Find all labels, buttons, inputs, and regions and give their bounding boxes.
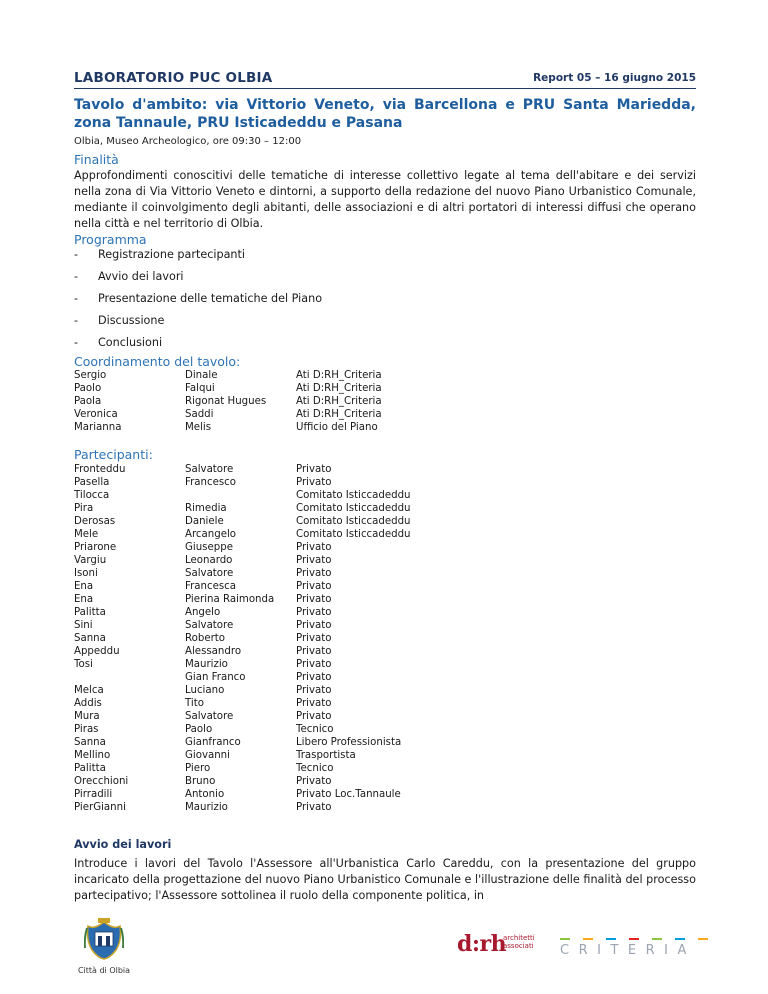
role-cell: Ati D:RH_Criteria xyxy=(296,370,382,381)
surname-cell: Palitta xyxy=(74,607,106,618)
surname-cell: Priarone xyxy=(74,542,117,553)
criteria-bar xyxy=(675,938,685,940)
name-cell: Gianfranco xyxy=(185,737,241,748)
name-cell: Giuseppe xyxy=(185,542,233,553)
drh-logo-subtitle xyxy=(503,934,535,950)
crest-icon xyxy=(84,918,124,960)
surname-cell: Palitta xyxy=(74,763,106,774)
name-cell: Gian Franco xyxy=(185,672,246,683)
name-cell: Salvatore xyxy=(185,464,234,475)
surname-cell: Isoni xyxy=(74,568,98,579)
list-item-text: Presentazione delle tematiche del Piano xyxy=(98,292,323,305)
header-divider xyxy=(74,88,696,89)
name-cell: Paolo xyxy=(185,724,213,735)
name-cell: Daniele xyxy=(185,516,224,527)
bullet-dash: - xyxy=(74,270,79,283)
role-cell: Privato xyxy=(296,542,332,553)
name-cell: Luciano xyxy=(185,685,225,696)
role-cell: Privato Loc.Tannaule xyxy=(296,789,401,800)
partecipanti-heading: Partecipanti: xyxy=(74,447,153,462)
role-cell: Trasportista xyxy=(296,750,356,761)
criteria-bar xyxy=(560,938,570,940)
list-item xyxy=(74,314,674,336)
surname-cell: Sergio xyxy=(74,370,107,381)
name-cell: Tito xyxy=(185,698,204,709)
criteria-bar xyxy=(652,938,662,940)
role-cell: Privato xyxy=(296,620,332,631)
name-cell: Antonio xyxy=(185,789,225,800)
name-cell: Angelo xyxy=(185,607,221,618)
finalita-text: Approfondimenti conoscitivi delle tematiche di interesse collettivo legate al tema dell'abitare e dei servizi nella zona di Via Vittorio Veneto e dintorni, a supporto della redazione del nuovo Piano Urbanistico Comunale, mediante il coinvolgimento degli abitanti, delle associazioni e di altri portatori di interessi diffusi che operano nella città e nel territorio di Olbia. xyxy=(74,169,696,230)
header-title: LABORATORIO PUC OLBIA xyxy=(74,70,273,86)
role-cell: Privato xyxy=(296,568,332,579)
role-cell: Libero Professionista xyxy=(296,737,402,748)
list-item-text: Discussione xyxy=(98,314,165,327)
name-cell: Leonardo xyxy=(185,555,233,566)
criteria-bar xyxy=(606,938,616,940)
name-cell: Melis xyxy=(185,422,212,433)
role-cell: Privato xyxy=(296,659,332,670)
role-cell: Tecnico xyxy=(296,763,334,774)
name-cell: Piero xyxy=(185,763,211,774)
surname-cell: Sini xyxy=(74,620,93,631)
criteria-bar xyxy=(583,938,593,940)
name-cell: Dinale xyxy=(185,370,218,381)
name-cell: Salvatore xyxy=(185,620,234,631)
name-cell: Alessandro xyxy=(185,646,242,657)
drh-logo-text: d:rh xyxy=(457,931,507,957)
surname-cell: Fronteddu xyxy=(74,464,126,475)
role-cell: Privato xyxy=(296,633,332,644)
name-cell: Pierina Raimonda xyxy=(185,594,275,605)
role-cell: Privato xyxy=(296,594,332,605)
list-item-text: Avvio dei lavori xyxy=(98,270,184,283)
surname-cell: Tosi xyxy=(74,659,93,670)
finalita-heading: Finalità xyxy=(74,152,119,167)
surname-cell: Veronica xyxy=(74,409,118,420)
role-cell: Comitato Isticcadeddu xyxy=(296,490,411,501)
surname-cell: Addis xyxy=(74,698,102,709)
role-cell: Ufficio del Piano xyxy=(296,422,378,433)
role-cell: Privato xyxy=(296,802,332,813)
surname-cell: Ena xyxy=(74,581,94,592)
bullet-dash: - xyxy=(74,314,79,327)
name-cell: Falqui xyxy=(185,383,215,394)
name-cell: Saddi xyxy=(185,409,214,420)
drh-sub-line-2: associati xyxy=(503,942,534,950)
surname-cell: Vargiu xyxy=(74,555,107,566)
name-cell: Salvatore xyxy=(185,711,234,722)
crest-caption: Città di Olbia xyxy=(77,966,131,975)
role-cell: Comitato Isticcadeddu xyxy=(296,503,411,514)
criteria-logo-text: CRITERIA xyxy=(560,943,696,958)
role-cell: Ati D:RH_Criteria xyxy=(296,383,382,394)
name-cell: Rigonat Hugues xyxy=(185,396,267,407)
surname-cell: Tilocca xyxy=(74,490,110,501)
surname-cell: PierGianni xyxy=(74,802,126,813)
surname-cell: Pirradili xyxy=(74,789,113,800)
role-cell: Privato xyxy=(296,685,332,696)
surname-cell: Sanna xyxy=(74,633,106,644)
document-title: Tavolo d'ambito: via Vittorio Veneto, via Barcellona e PRU Santa Mariedda, zona Tannaule, PRU Isticadeddu e Pasana xyxy=(74,97,696,131)
surname-cell: Pasella xyxy=(74,477,110,488)
criteria-color-bars xyxy=(560,938,710,942)
city-crest xyxy=(74,918,134,975)
name-cell: Rimedia xyxy=(185,503,227,514)
role-cell: Privato xyxy=(296,776,332,787)
criteria-bar xyxy=(698,938,708,940)
bullet-dash: - xyxy=(74,248,79,261)
name-cell: Salvatore xyxy=(185,568,234,579)
coordinamento-heading: Coordinamento del tavolo: xyxy=(74,354,241,369)
programma-heading: Programma xyxy=(74,232,147,247)
name-cell: Roberto xyxy=(185,633,226,644)
role-cell: Privato xyxy=(296,698,332,709)
surname-cell: Mele xyxy=(74,529,99,540)
role-cell: Privato xyxy=(296,581,332,592)
bullet-dash: - xyxy=(74,336,79,349)
role-cell: Privato xyxy=(296,646,332,657)
avvio-text: Introduce i lavori del Tavolo l'Assessore all'Urbanistica Carlo Careddu, con la presentazione del gruppo incaricato della progettazione del nuovo Piano Urbanistico Comunale e l'illustrazione delle finalità del processo partecipativo; l'Assessore sottolinea il ruolo della componente politica, in xyxy=(74,857,696,902)
list-item xyxy=(74,270,674,292)
drh-sub-line-1: architetti xyxy=(503,934,535,942)
name-cell: Francesco xyxy=(185,477,237,488)
role-cell: Privato xyxy=(296,555,332,566)
surname-cell: Paolo xyxy=(74,383,102,394)
surname-cell: Orecchioni xyxy=(74,776,129,787)
programma-list xyxy=(74,248,674,358)
role-cell: Ati D:RH_Criteria xyxy=(296,409,382,420)
role-cell: Privato xyxy=(296,672,332,683)
name-cell: Maurizio xyxy=(185,659,228,670)
header-report-date: Report 05 – 16 giugno 2015 xyxy=(533,72,696,84)
role-cell: Privato xyxy=(296,477,332,488)
surname-cell: Sanna xyxy=(74,737,106,748)
role-cell: Comitato Isticcadeddu xyxy=(296,529,411,540)
name-cell: Arcangelo xyxy=(185,529,237,540)
bullet-dash: - xyxy=(74,292,79,305)
name-cell: Bruno xyxy=(185,776,216,787)
avvio-heading: Avvio dei lavori xyxy=(74,838,172,851)
page-header xyxy=(74,70,696,90)
role-cell: Tecnico xyxy=(296,724,334,735)
surname-cell: Derosas xyxy=(74,516,116,527)
role-cell: Privato xyxy=(296,464,332,475)
role-cell: Comitato Isticcadeddu xyxy=(296,516,411,527)
surname-cell: Mellino xyxy=(74,750,111,761)
name-cell: Francesca xyxy=(185,581,237,592)
list-item xyxy=(74,248,674,270)
list-item xyxy=(74,292,674,314)
list-item-text: Conclusioni xyxy=(98,336,163,349)
surname-cell: Ena xyxy=(74,594,94,605)
criteria-bar xyxy=(629,938,639,940)
surname-cell: Marianna xyxy=(74,422,122,433)
surname-cell: Mura xyxy=(74,711,100,722)
surname-cell: Piras xyxy=(74,724,99,735)
list-item-text: Registrazione partecipanti xyxy=(98,248,246,261)
surname-cell: Appeddu xyxy=(74,646,120,657)
surname-cell: Pira xyxy=(74,503,94,514)
name-cell: Giovanni xyxy=(185,750,230,761)
name-cell: Maurizio xyxy=(185,802,228,813)
role-cell: Privato xyxy=(296,607,332,618)
role-cell: Ati D:RH_Criteria xyxy=(296,396,382,407)
surname-cell: Melca xyxy=(74,685,104,696)
document-subtitle: Olbia, Museo Archeologico, ore 09:30 – 12:00 xyxy=(74,136,302,147)
surname-cell: Paola xyxy=(74,396,102,407)
role-cell: Privato xyxy=(296,711,332,722)
